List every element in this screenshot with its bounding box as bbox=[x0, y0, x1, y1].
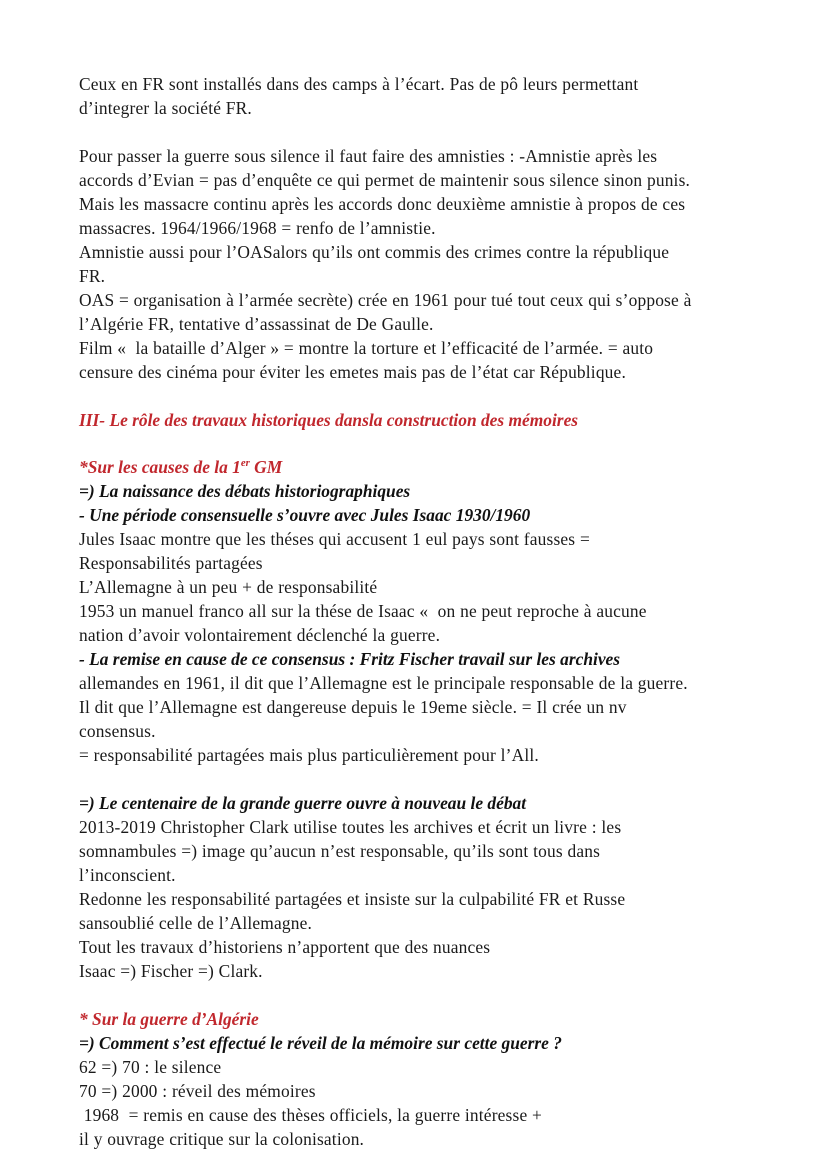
section-heading-iii bbox=[79, 408, 751, 432]
text-line: L’Allemagne à un peu + de responsabilité bbox=[79, 577, 378, 597]
text-line: Isaac =) Fischer =) Clark. bbox=[79, 961, 263, 981]
text-line: Redonne les responsabilité partagées et insiste sur la culpabilité FR et Russe bbox=[79, 889, 626, 909]
text-line: = responsabilité partagées mais plus particulièrement pour l’All. bbox=[79, 745, 539, 765]
text-line: accords d’Evian = pas d’enquête ce qui permet de maintenir sous silence sinon punis. bbox=[79, 170, 691, 190]
text-line: OAS = organisation à l’armée secrète) crée en 1961 pour tué tout ceux qui s’oppose à bbox=[79, 290, 692, 310]
text-line: consensus. bbox=[79, 721, 156, 741]
paragraph-gap bbox=[79, 432, 751, 455]
text-line: Amnistie aussi pour l’OASalors qu’ils ont commis des crimes contre la république bbox=[79, 242, 670, 262]
text-line: 1953 un manuel franco all sur la thése de Isaac « on ne peut reproche à aucune bbox=[79, 601, 647, 621]
text-line: 1968 = remis en cause des thèses officiels, la guerre intéresse + bbox=[79, 1105, 543, 1125]
paragraph-gap bbox=[79, 983, 751, 1007]
text-line: il y ouvrage critique sur la colonisation. bbox=[79, 1129, 365, 1149]
paragraph-amnisties bbox=[79, 144, 751, 384]
text-line: Film « la bataille d’Alger » = montre la torture et l’efficacité de l’armée. = auto bbox=[79, 338, 654, 358]
text-line: Responsabilités partagées bbox=[79, 553, 263, 573]
subheading: - Une période consensuelle s’ouvre avec Jules Isaac 1930/1960 bbox=[79, 505, 531, 525]
subsection-centenaire bbox=[79, 791, 751, 983]
text-line: nation d’avoir volontairement déclenché la guerre. bbox=[79, 625, 441, 645]
text-line: allemandes en 1961, il dit que l’Allemagne est le principale responsable de la guerre. bbox=[79, 673, 688, 693]
paragraph-gap bbox=[79, 767, 751, 791]
paragraph-intro bbox=[79, 72, 751, 120]
text-line: Jules Isaac montre que les théses qui accusent 1 eul pays sont fausses = bbox=[79, 529, 590, 549]
subheading: =) La naissance des débats historiographiques bbox=[79, 481, 411, 501]
subsection-causes-gm bbox=[79, 455, 751, 767]
subsection-title-algerie: * Sur la guerre d’Algérie bbox=[79, 1009, 259, 1029]
subsection-title-prefix: *Sur les causes de la 1 bbox=[79, 457, 241, 477]
paragraph-gap bbox=[79, 120, 751, 144]
text-line: somnambules =) image qu’aucun n’est responsable, qu’ils sont tous dans bbox=[79, 841, 601, 861]
text-line: 2013-2019 Christopher Clark utilise toutes les archives et écrit un livre : les bbox=[79, 817, 622, 837]
text-line: Il dit que l’Allemagne est dangereuse depuis le 19eme siècle. = Il crée un nv bbox=[79, 697, 627, 717]
text-line: l’inconscient. bbox=[79, 865, 176, 885]
ordinal-suffix: er bbox=[240, 457, 250, 470]
text-line: FR. bbox=[79, 266, 106, 286]
subheading: - La remise en cause de ce consensus : Fritz Fischer travail sur les archives bbox=[79, 649, 621, 669]
text-line: l’Algérie FR, tentative d’assassinat de De Gaulle. bbox=[79, 314, 434, 334]
text-line: sansoublié celle de l’Allemagne. bbox=[79, 913, 313, 933]
text-line: 62 =) 70 : le silence bbox=[79, 1057, 222, 1077]
text-line: Mais les massacre continu après les accords donc deuxième amnistie à propos de ces bbox=[79, 194, 686, 214]
text-line: 70 =) 2000 : réveil des mémoires bbox=[79, 1081, 316, 1101]
text-line: d’integrer la société FR. bbox=[79, 98, 252, 118]
subsection-title-causes-gm bbox=[79, 455, 751, 479]
text-line: Ceux en FR sont installés dans des camps à l’écart. Pas de pô leurs permettant bbox=[79, 74, 639, 94]
subsection-algerie bbox=[79, 1007, 751, 1151]
text-line: Pour passer la guerre sous silence il faut faire des amnisties : -Amnistie après les bbox=[79, 146, 658, 166]
text-line: massacres. 1964/1966/1968 = renfo de l’amnistie. bbox=[79, 218, 436, 238]
section-title: III- Le rôle des travaux historiques dansla construction des mémoires bbox=[79, 410, 579, 430]
document-body bbox=[79, 72, 751, 1151]
text-line: Tout les travaux d’historiens n’apportent que des nuances bbox=[79, 937, 491, 957]
subsection-title-suffix: GM bbox=[249, 457, 283, 477]
subheading: =) Comment s’est effectué le réveil de la mémoire sur cette guerre ? bbox=[79, 1033, 562, 1053]
subheading: =) Le centenaire de la grande guerre ouvre à nouveau le débat bbox=[79, 793, 527, 813]
text-line: censure des cinéma pour éviter les emetes mais pas de l’état car République. bbox=[79, 362, 626, 382]
paragraph-gap bbox=[79, 384, 751, 408]
